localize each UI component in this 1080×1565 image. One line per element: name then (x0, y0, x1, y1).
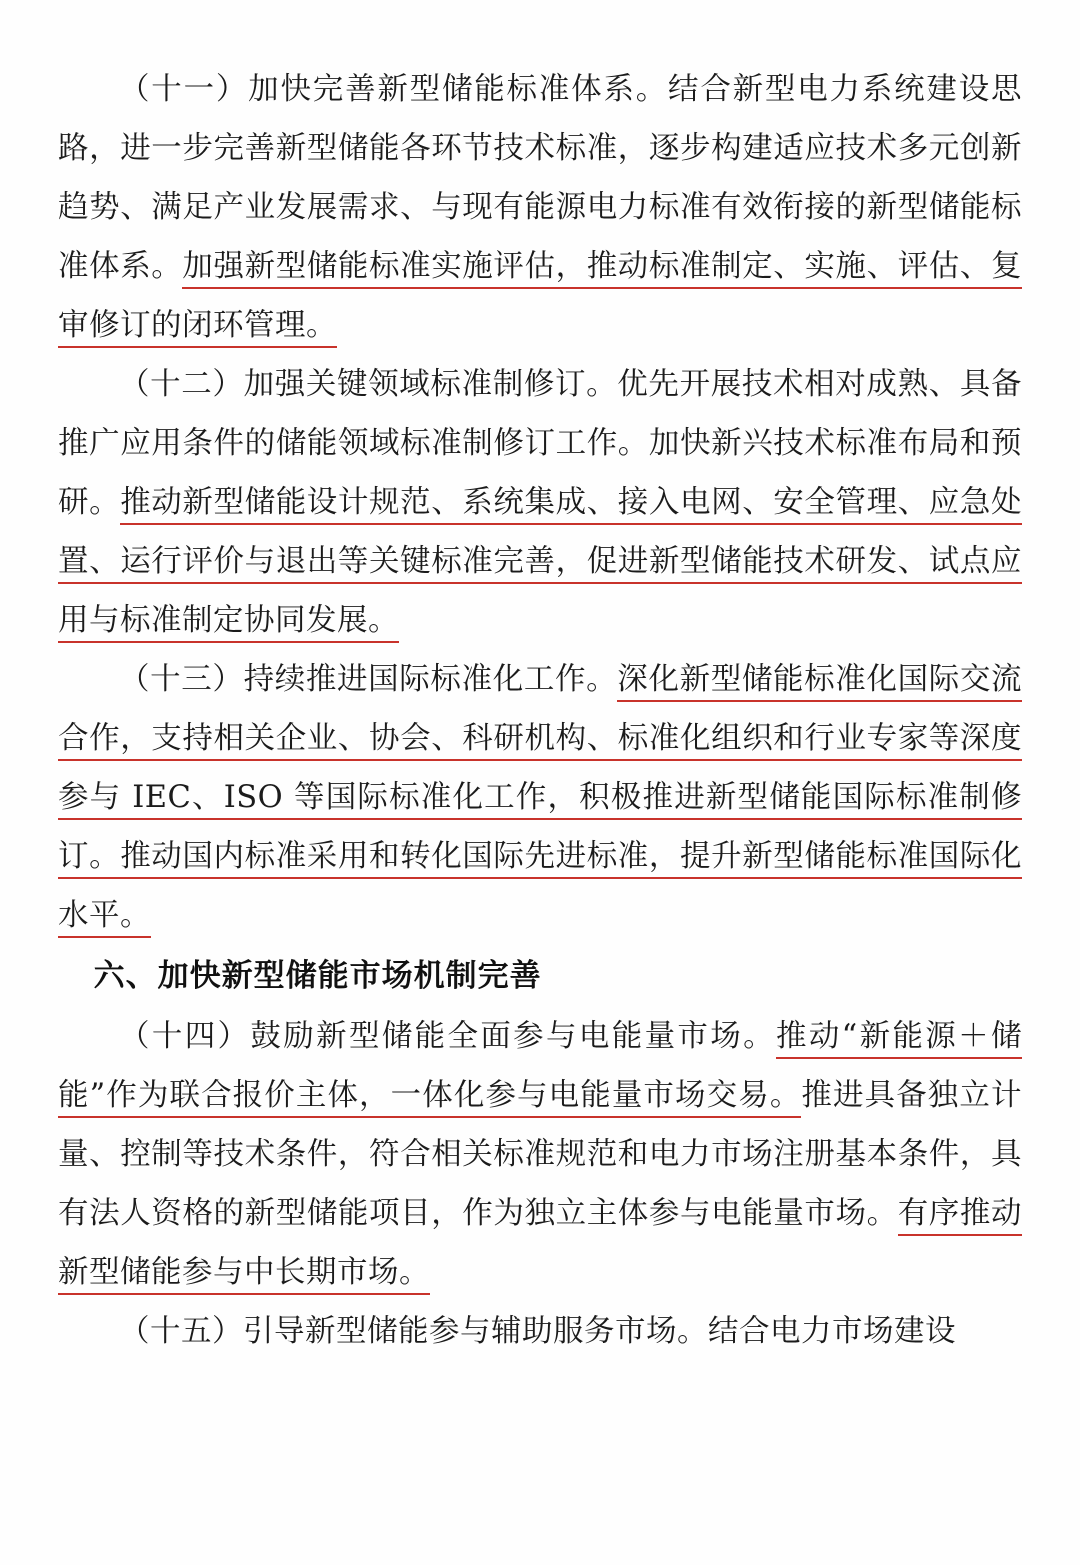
paragraph-14-plain-2: 推进具备独立计量、控制等技术条件，符合相关标准规范和电力市场注册基本条件，具有法人资格的新型储能项目，作为独立主体参与电能量市场。 (58, 1078, 1023, 1231)
paragraph-14-plain-1: （十四）鼓励新型储能全面参与电能量市场。 (119, 1019, 776, 1054)
paragraph-14-underlined-1: 推动“新能源＋储能”作为联合报价主体，一体化参与电能量市场交易。 (58, 1019, 1022, 1118)
paragraph-12-underlined: 推动新型储能设计规范、系统集成、接入电网、安全管理、应急处置、运行评价与退出等关键标准完善，促进新型储能技术研发、试点应用与标准制定协同发展。 (58, 485, 1022, 643)
paragraph-14-underlined-2: 有序推动新型储能参与中长期市场。 (58, 1196, 1022, 1295)
paragraph-14 (58, 1007, 1022, 1302)
paragraph-15 (58, 1302, 1022, 1361)
paragraph-11 (58, 60, 1022, 355)
paragraph-13 (58, 650, 1022, 945)
paragraph-11-underlined: 加强新型储能标准实施评估，推动标准制定、实施、评估、复审修订的闭环管理。 (58, 249, 1022, 348)
paragraph-15-plain: （十五）引导新型储能参与辅助服务市场。结合电力市场建设 (119, 1314, 956, 1349)
paragraph-12-plain: （十二）加强关键领域标准制修订。优先开展技术相对成熟、具备推广应用条件的储能领域标准制修订工作。加快新兴技术标准布局和预研。 (58, 367, 1022, 520)
section-heading: 六、加快新型储能市场机制完善 (93, 958, 542, 994)
paragraph-12 (58, 355, 1022, 650)
document-body (58, 60, 1022, 1361)
paragraph-13-underlined: 深化新型储能标准化国际交流合作，支持相关企业、协会、科研机构、标准化组织和行业专家等深度参与 IEC、ISO 等国际标准化工作，积极推进新型储能国际标准制修订。推动国内标准采用和转化国际先进标准，提升新型储能标准国际化水平。 (58, 662, 1022, 938)
paragraph-13-plain: （十三）持续推进国际标准化工作。 (119, 662, 618, 697)
paragraph-11-plain: （十一）加快完善新型储能标准体系。结合新型电力系统建设思路，进一步完善新型储能各环节技术标准，逐步构建适应技术多元创新趋势、满足产业发展需求、与现有能源电力标准有效衔接的新型储能标准体系。 (58, 72, 1022, 284)
